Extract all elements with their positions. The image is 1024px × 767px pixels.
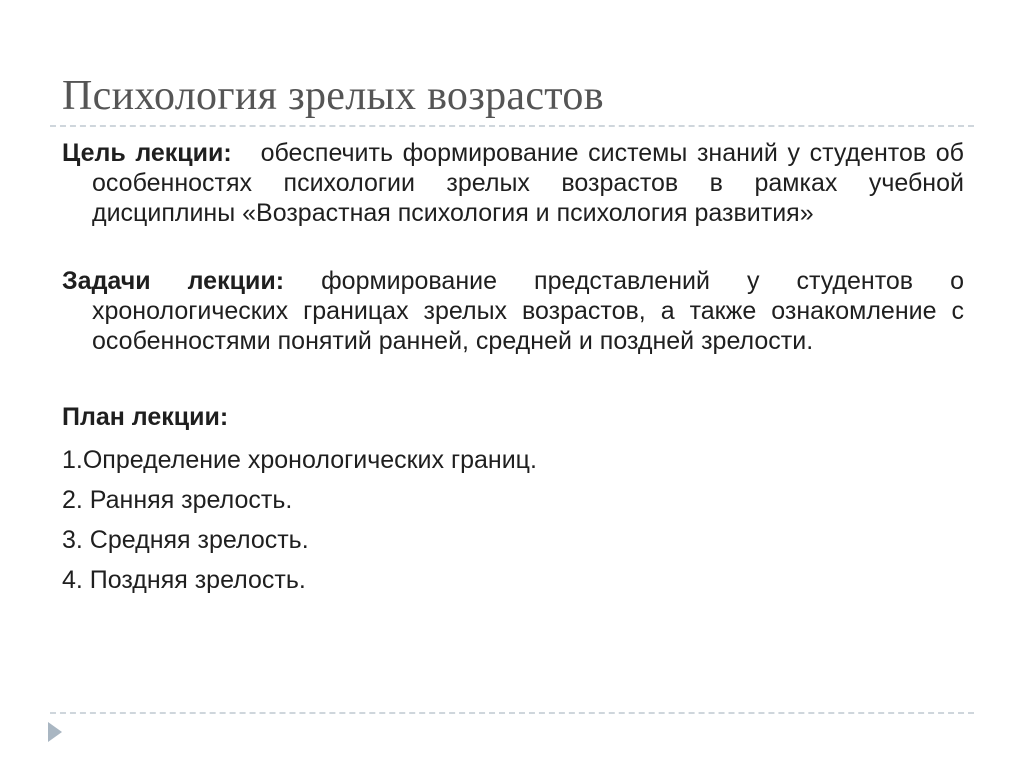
goal-paragraph — [62, 138, 964, 228]
plan-item-2: 2. Ранняя зрелость. — [62, 486, 293, 514]
plan-item-1: 1.Определение хронологических границ. — [62, 446, 537, 474]
plan-item-4: 4. Поздняя зрелость. — [62, 566, 306, 594]
play-arrow-icon — [48, 722, 62, 742]
tasks-text: формирование представлений у студентов о хронологических границах зрелых возрастов, а также ознакомление с особенностями понятий ранней, средней и поздней зрелости. — [92, 267, 965, 355]
title-divider — [50, 125, 974, 127]
tasks-paragraph — [62, 266, 964, 356]
plan-heading: План лекции: — [62, 403, 229, 431]
footer-divider — [50, 712, 974, 714]
plan-item-3: 3. Средняя зрелость. — [62, 526, 309, 554]
goal-label: Цель лекции: — [62, 139, 232, 167]
plan-list — [62, 440, 964, 600]
goal-text: обеспечить формирование системы знаний у студентов об особенностях психологии зрелых возрастов в рамках учебной дисциплины «Возрастная психология и психология развития» — [92, 139, 964, 227]
slide-body — [62, 138, 964, 600]
tasks-label: Задачи лекции: — [62, 267, 285, 295]
page-title: Психология зрелых возрастов — [62, 73, 604, 119]
